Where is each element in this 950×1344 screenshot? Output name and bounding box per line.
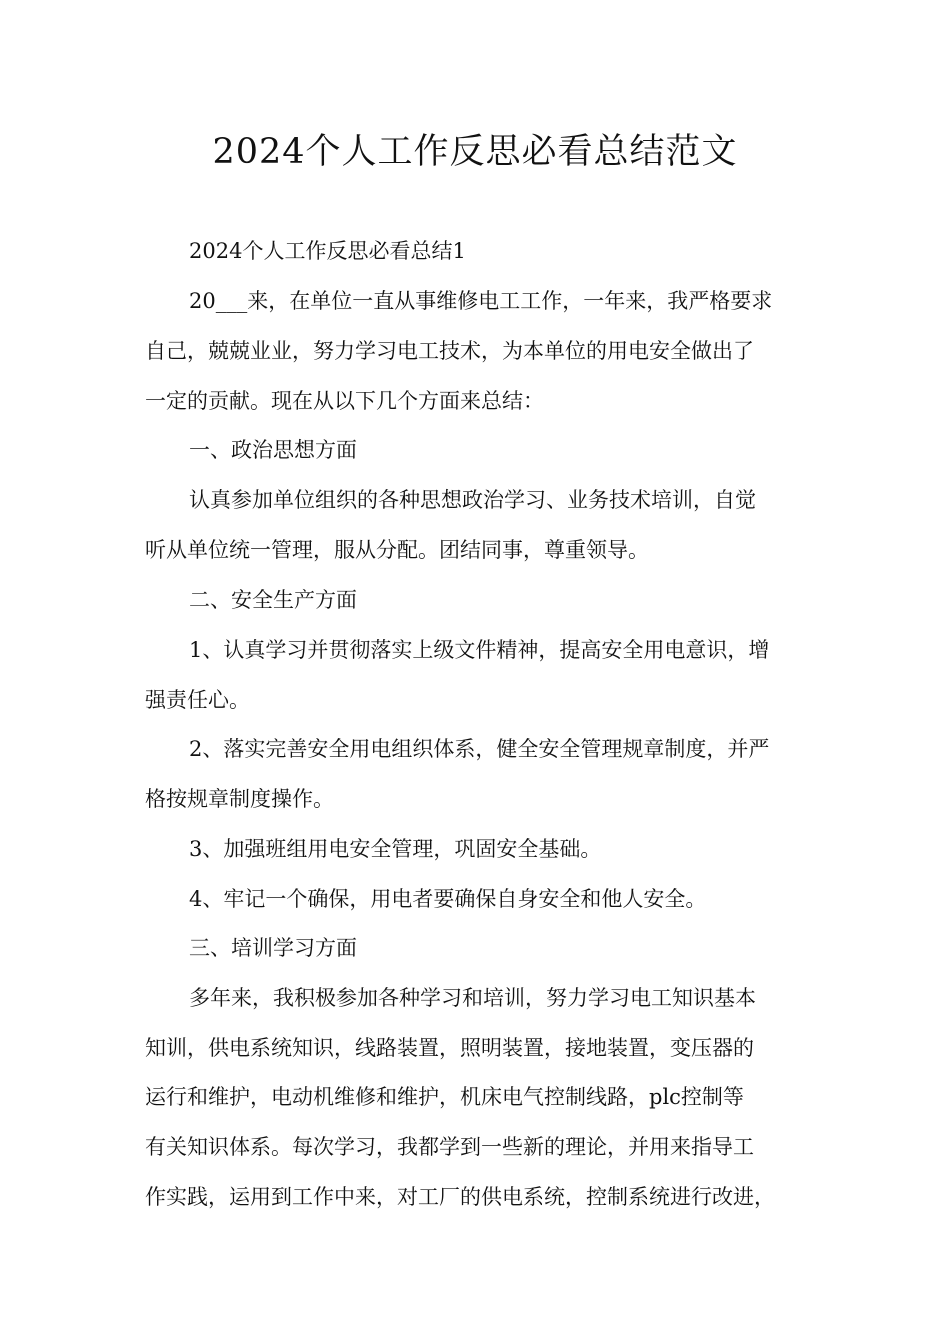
- paragraph-line: 知训，供电系统知识，线路装置，照明装置，接地装置，变压器的: [145, 1036, 754, 1060]
- paragraph-line: 强责任心。: [145, 688, 250, 712]
- section-heading: 2024个人工作反思必看总结1: [189, 239, 466, 263]
- paragraph-line: 3、加强班组用电安全管理，巩固安全基础。: [189, 837, 602, 861]
- paragraph-line: 1、认真学习并贯彻落实上级文件精神，提高安全用电意识，增: [189, 638, 770, 662]
- paragraph-line: 运行和维护，电动机维修和维护，机床电气控制线路，plc控制等: [145, 1085, 744, 1109]
- paragraph-line: 格按规章制度操作。: [145, 787, 334, 811]
- document-title: 2024个人工作反思必看总结范文: [212, 132, 738, 172]
- section-heading: 一、政治思想方面: [189, 438, 357, 462]
- paragraph-line: 20___来，在单位一直从事维修电工工作，一年来，我严格要求: [189, 289, 773, 313]
- paragraph-line: 有关知识体系。每次学习，我都学到一些新的理论，并用来指导工: [145, 1135, 754, 1159]
- paragraph-line: 多年来，我积极参加各种学习和培训，努力学习电工知识基本: [189, 986, 756, 1010]
- paragraph-line: 自己，兢兢业业，努力学习电工技术，为本单位的用电安全做出了: [145, 339, 754, 363]
- paragraph-line: 4、牢记一个确保，用电者要确保自身安全和他人安全。: [189, 887, 707, 911]
- paragraph-line: 2、落实完善安全用电组织体系，健全安全管理规章制度，并严: [189, 737, 770, 761]
- paragraph-line: 作实践，运用到工作中来，对工厂的供电系统，控制系统进行改进，: [145, 1185, 775, 1209]
- paragraph-line: 认真参加单位组织的各种思想政治学习、业务技术培训，自觉: [189, 488, 756, 512]
- section-heading: 二、安全生产方面: [189, 588, 357, 612]
- section-heading: 三、培训学习方面: [189, 936, 357, 960]
- paragraph-line: 一定的贡献。现在从以下几个方面来总结：: [145, 389, 544, 413]
- paragraph-line: 听从单位统一管理，服从分配。团结同事，尊重领导。: [145, 538, 649, 562]
